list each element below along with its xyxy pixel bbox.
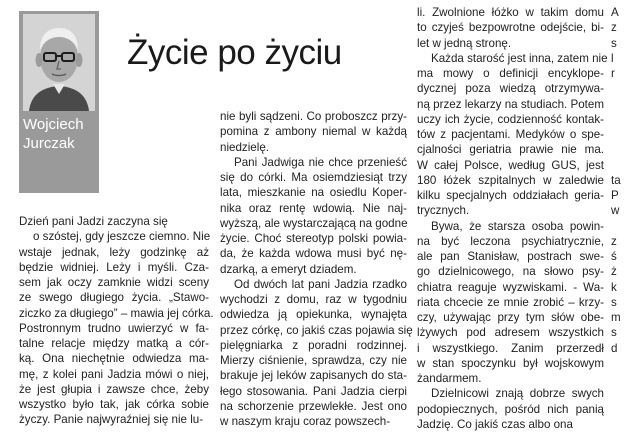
text-line: k [611,280,617,294]
text-line [611,97,631,112]
text-line: łego stosowania. Pani Jadzia cierpi [220,384,407,398]
article-column-4-edge [611,5,631,417]
text-line: w [611,204,620,218]
text-line [611,371,631,386]
text-line: Jadzię. Co jakiś czas albo ona [417,417,573,431]
text-line: l [611,51,614,65]
text-line: dzarką, a emeryt dziadem. [220,262,357,276]
text-line: życie. Choć stereotyp polski powia- [220,232,407,245]
author-name [23,115,95,153]
text-line: kilku specjalnych oddziałach geria- [417,189,604,202]
text-line: życzy. Panie najwyraźniej się nie lu- [19,413,204,427]
text-line: ma mowy o definicji encyklope- [417,67,604,80]
text-line: pielęgniarka z poradni rodzinnej. [220,338,407,352]
text-line: niedzielę. [220,140,269,154]
text-line: wychodzi z domu, raz w tygodniu [220,293,407,306]
text-line [611,158,631,173]
text-line [611,402,631,417]
text-line: ale pan Stanisław, postrach swe- [417,250,604,263]
text-line [611,127,631,142]
text-line: A [611,6,619,19]
text-line: o szóstej, gdy jeszcze ciemno. Nie [33,230,211,244]
text-line: Pani Jadwiga nie chce przenieść [234,155,407,169]
text-line: się do córki. Ma osiemdziesiąt trzy [220,171,407,184]
text-line: W całej Polsce, według GUS, jest [417,158,604,172]
article-column-2 [220,109,413,429]
text-line: li. Zwolnione łóżko w takim domu [417,6,604,19]
text-line: na być leczona psychiatrycznie, [417,234,604,248]
author-box [19,11,99,193]
text-line: wszystko było tak, jak córka sobie [19,398,209,411]
text-line: P [611,189,619,202]
text-line: s [611,295,617,309]
text-line: d [611,341,618,355]
text-line: i wszystkiego. Zanim przerzedł [417,341,604,355]
text-line: w naszym kraju coraz powszech- [220,415,391,428]
text-line: brakuje jej leków zapisanych do sta- [220,369,407,383]
text-line: lżywych pod adresem wszystkich [417,326,604,340]
text-line: to czyjeś bezpowrotne odejście, bi- [417,21,604,35]
text-line: Od dwóch lat pani Jadzia rzadko [234,277,407,291]
text-line: ż [611,265,617,279]
text-line: chiatra reaguje wyzwiskami. - Wa- [417,280,604,294]
text-line: ze swego długiego życia. „Stawo- [19,291,209,305]
text-line [611,142,631,157]
author-last-name: Jurczak [23,135,75,152]
text-line: żandarmem. [417,372,482,385]
text-line: odwiedza ją opiekunka, wynajęta [220,308,407,322]
text-line: z [611,21,617,35]
text-line: Postronnym trudno uwierzyć w fa- [19,321,209,335]
article-headline: Życie po życiu [127,33,342,72]
text-line: dycznej poza wiedzą otrzymywa- [417,82,604,96]
text-line [611,112,631,127]
text-line: trycznych. [417,204,470,218]
text-line: s [611,326,617,340]
text-line: r [611,67,615,80]
text-line: uczy ich życie, codzienność kontak- [417,112,604,126]
text-line: pomina z ambony niemal w każdą [220,125,407,139]
text-line: czy, używając przy tym słów obe- [417,311,604,324]
text-line: że jest głupia i zawsze chce, żeby [19,382,209,396]
text-line: Każda starość jest inna, zatem nie [431,51,608,65]
text-line: na schorzenie przewlekłe. Jest ono [220,399,407,413]
article-column-3 [417,5,608,432]
text-line: nie byli sądzeni. Co proboszcz przy- [220,110,407,123]
text-line: Dzielnicowi znają dobrze swych [431,387,604,401]
text-line: let w jedną stronę. [417,36,512,50]
text-line: będzie widniej. Leży i myśli. Cza- [19,260,209,274]
text-line: mę, z kolei pani Jadzia mówi o niej, [19,367,209,381]
text-line: ką. Ona niechętnie odwiedza ma- [19,352,209,366]
text-line: Dzień pani Jadzi zaczyna się [19,215,168,228]
text-line: go dzielnicowego, na słowo psy- [417,265,604,279]
text-line: 180 łóżek szpitalnych w zaledwie [417,173,604,187]
text-line: lata, mieszkanie na osiedlu Koper- [220,186,407,200]
text-line: nika oraz rentę wdowią. Nie naj- [220,201,407,215]
text-line: ziczko za długiego” – mawia jej córka. [19,306,214,320]
text-line [611,386,631,401]
text-line: z [611,234,617,248]
text-line [611,219,631,234]
text-line [611,81,631,96]
text-line: wyższą, ale wystarczającą na godne [220,216,408,230]
text-line: riata chcecie ze mnie zrobić – krzy- [417,295,604,309]
text-line: w stan spoczynku był wojskowym [417,356,604,370]
text-line: s [611,36,617,50]
text-line: tów z pacjentami. Medyków o spe- [417,128,604,141]
article-column-1 [19,214,214,428]
text-line: da, że każda wdowa musi być nę- [220,247,407,261]
author-portrait-icon [23,14,95,111]
text-line [611,356,631,371]
text-line: podopiecznych, pośród nich panią [417,402,604,416]
text-line: m [611,311,621,324]
text-line: przez córkę, co jakiś czas pojawia się [220,323,413,337]
author-first-name: Wojciech [23,116,84,133]
text-line: ta [611,173,621,187]
text-line: sem jak oczy zamknie widzi sceny [19,276,209,289]
text-line: talne relacje między matką a cór- [19,337,209,350]
text-line: wstaje jednak, leży godzinkę aż [19,245,209,259]
text-line: ś [611,250,617,263]
text-line: Mierzy ciśnienie, sprawdza, czy nie [220,354,407,367]
text-line: ną przez lekarzy na studiach. Potem [417,97,604,111]
text-line: cjalności geriatria prawie nie ma. [417,143,604,157]
text-line: Bywa, że starsza osoba powin- [431,219,604,233]
author-photo [23,14,95,111]
